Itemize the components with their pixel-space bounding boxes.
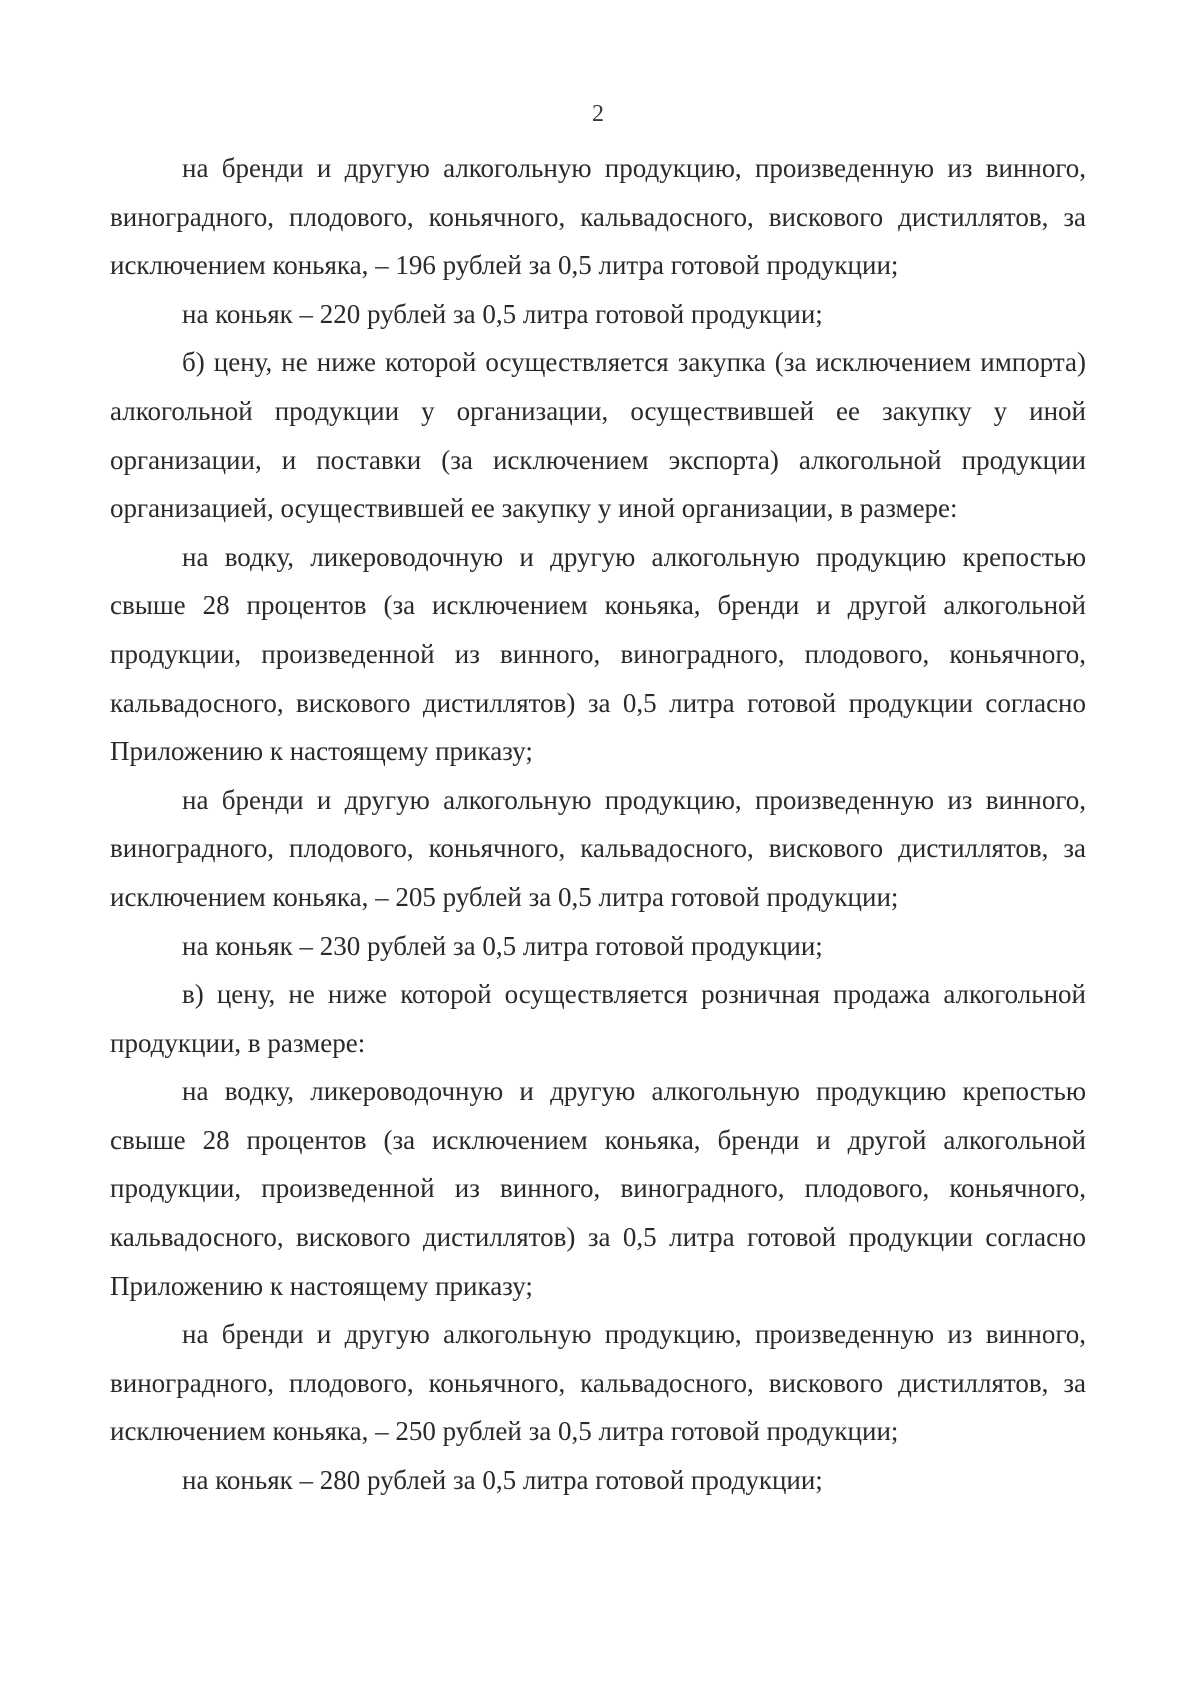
paragraph-item-v-retail: в) цену, не ниже которой осуществляется розничная продажа алкогольной продукции, в размере: [110, 979, 1086, 1058]
paragraph-vodka-wholesale: на водку, ликероводочную и другую алкогольную продукцию крепостью свыше 28 процентов (за исключением коньяка, бренди и другой алкогольной продукции, произведенной из винного, виноградного, плодового, коньячного, кальвадосного, вискового дистиллятов) за 0,5 литра готовой продукции согласно Приложению к настоящему приказу; [110, 541, 1086, 767]
paragraph-vodka-retail: на водку, ликероводочную и другую алкогольную продукцию крепостью свыше 28 процентов (за исключением коньяка, бренди и другой алкогольной продукции, произведенной из винного, виноградного, плодового, коньячного, кальвадосного, вискового дистиллятов) за 0,5 литра готовой продукции согласно Приложению к настоящему приказу; [110, 1076, 1086, 1301]
paragraph-brandy-retail-price: на бренди и другую алкогольную продукцию, произведенную из винного, виноградного, плодового, коньячного, кальвадосного, вискового дистиллятов, за исключением коньяка, – 250 рублей за 0,5 литра готовой продукции; [110, 1319, 1086, 1447]
paragraph-cognac-retail-price: на коньяк – 280 рублей за 0,5 литра готовой продукции; [182, 1465, 823, 1496]
paragraph-brandy-wholesale-price: на бренди и другую алкогольную продукцию, произведенную из винного, виноградного, плодового, коньячного, кальвадосного, вискового дистиллятов, за исключением коньяка, – 205 рублей за 0,5 литра готовой продукции; [110, 784, 1086, 912]
paragraph-cognac-production-price: на коньяк – 220 рублей за 0,5 литра готовой продукции; [182, 298, 823, 329]
document-body [110, 144, 1086, 1505]
paragraph-brandy-production-price: на бренди и другую алкогольную продукцию, произведенную из винного, виноградного, плодового, коньячного, кальвадосного, вискового дистиллятов, за исключением коньяка, – 196 рублей за 0,5 литра готовой продукции; [110, 153, 1086, 281]
paragraph-cognac-wholesale-price: на коньяк – 230 рублей за 0,5 литра готовой продукции; [182, 930, 823, 961]
page-number: 2 [592, 101, 604, 127]
paragraph-item-b-wholesale: б) цену, не ниже которой осуществляется закупка (за исключением импорта) алкогольной продукции у организации, осуществившей ее закупку у иной организации, и поставки (за исключением экспорта) алкогольной продукции организацией, осуществившей ее закупку у иной организации, в размере: [110, 347, 1086, 524]
